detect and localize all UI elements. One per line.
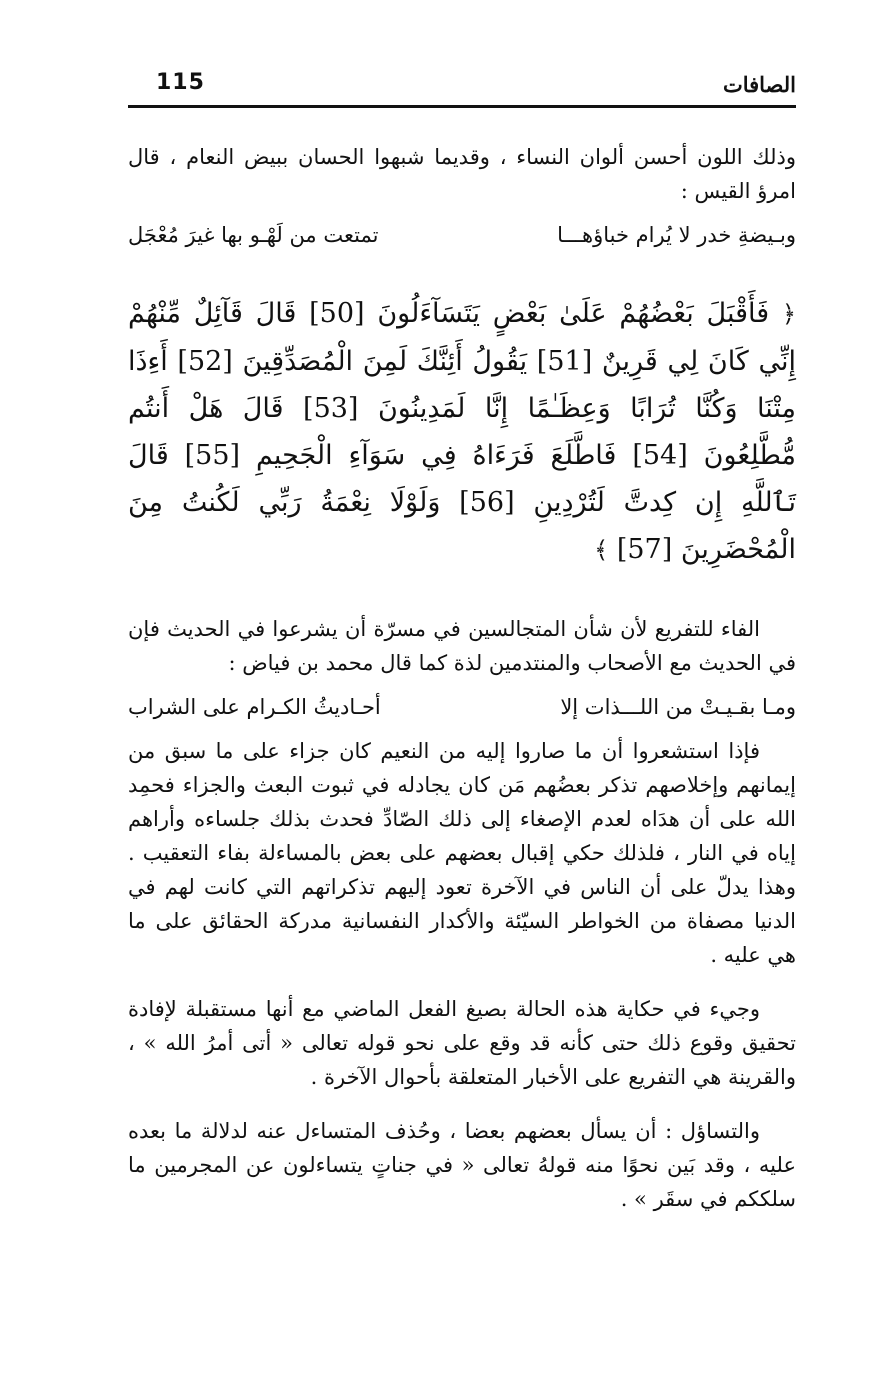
paragraph-4: وجيء في حكاية هذه الحالة بصيغ الفعل الماضي مع أنها مستقبلة لإفادة تحقيق وقوع ذلك حتى كأنه قد وقع على نحو قوله تعالى « أتى أمرُ الله » ، والقرينة هي التفريع على الأخبار المتعلقة بأحوال الآخرة . bbox=[128, 997, 796, 1089]
paragraph-5: والتساؤل : أن يسأل بعضهم بعضا ، وحُذف المتساءل عنه لدلالة ما بعده عليه ، وقد بَين نحوًا منه قولهُ تعالى « في جناتٍ يتساءلون عن المجرمين ما سلككم في سقَر » . bbox=[128, 1119, 796, 1211]
header-rule bbox=[128, 105, 796, 108]
poetry-verse-1 bbox=[128, 218, 796, 252]
page-number: 115 bbox=[156, 70, 205, 95]
page-header bbox=[128, 62, 796, 106]
page-body bbox=[128, 140, 796, 1216]
paragraph-1: وذلك اللون أحسن ألوان النساء ، وقديما شبهوا الحسان ببيض النعام ، قال امرؤ القيس : bbox=[128, 145, 796, 203]
quran-verses-text: فَأَقْبَلَ بَعْضُهُمْ عَلَىٰ بَعْضٍ يَتَسَآءَلُونَ [50] قَالَ قَآئِلٌ مِّنْهُمْ إِنِّي كَانَ لِي قَرِينٌ [51] يَقُولُ أَئِنَّكَ لَمِنَ الْمُصَدِّقِينَ [52] أَءِذَا مِتْنَا وَكُنَّا تُرَابًا وَعِظَـٰمًا إِنَّا لَمَدِينُونَ [53] قَالَ هَلْ أَنتُم مُّطَّلِعُونَ [54] فَاطَّلَعَ فَرَءَاهُ فِي سَوَآءِ الْجَحِيمِ [55] قَالَ تَٱللَّهِ إِن كِدتَّ لَتُرْدِينِ [56] وَلَوْلَا نِعْمَةُ رَبِّي لَكُنتُ مِنَ الْمُحْضَرِينَ [57] bbox=[128, 298, 796, 565]
verse-2-second-hemistich: أحـاديثُ الكـرام على الشراب bbox=[128, 695, 381, 719]
running-title: الصافات bbox=[722, 72, 796, 97]
quran-open-bracket: ﴿ bbox=[781, 300, 797, 328]
quran-close-bracket: ﴾ bbox=[594, 536, 609, 564]
paragraph-3: فإذا استشعروا أن ما صاروا إليه من النعيم كان جزاء على ما سبق من إيمانهم وإخلاصهم تذكر بعضُهم مَن كان يجادله في ثبوت البعث والجزاء فحمِد الله على أن هدَاه لعدم الإصغاء إلى ذلك الصّادِّ فحدث بذلك جلساءه وأراهم إياه في النار ، فلذلك حكي إقبال بعضهم على بعض بالمساءلة بفاء التعقيب . وهذا يدلّ على أن الناس في الآخرة تعود إليهم تذكراتهم التي كانت لهم في الدنيا مصفاة من الخواطر السيّئة والأكدار النفسانية مدركة الحقائق على ما هي عليه . bbox=[128, 739, 796, 967]
verse-2-first-hemistich: ومـا بقـيـتْ من اللـــذات إلا bbox=[560, 695, 796, 719]
verse-1-first-hemistich: وبـيضةِ خدر لا يُرام خباؤهـــا bbox=[557, 223, 796, 247]
poetry-verse-2 bbox=[128, 690, 796, 724]
verse-1-second-hemistich: تمتعت من لَهْـو بها غيرَ مُعْجَل bbox=[128, 223, 379, 247]
quran-passage bbox=[128, 290, 796, 574]
paragraph-2: الفاء للتفريع لأن شأن المتجالسين في مسرّة أن يشرعوا في الحديث فإن في الحديث مع الأصحاب والمنتدمين لذة كما قال محمد بن فياض : bbox=[128, 617, 796, 675]
